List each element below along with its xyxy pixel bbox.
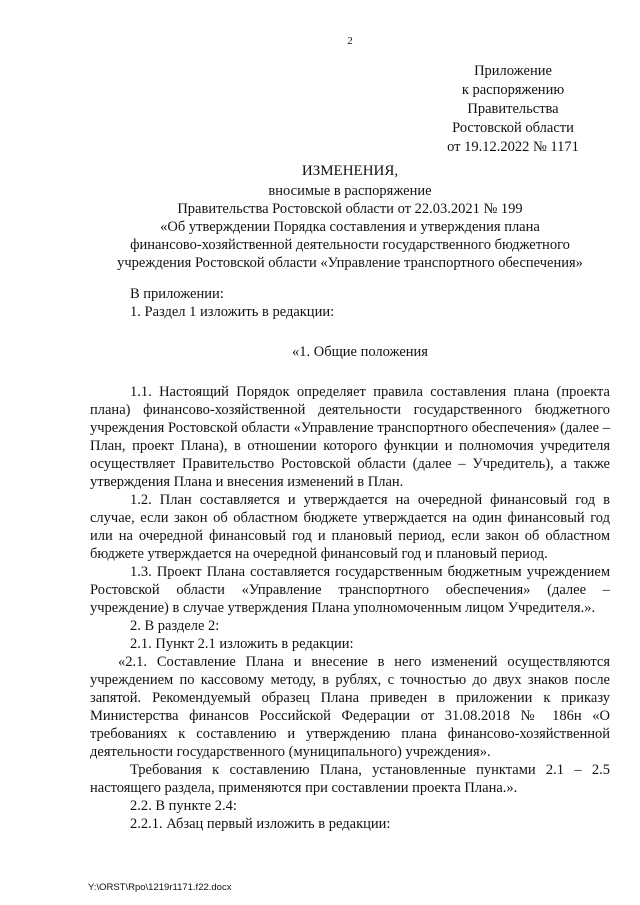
intro-paragraph: В приложении: — [130, 286, 224, 302]
item-1: 1. Раздел 1 изложить в редакции: — [130, 304, 335, 320]
paragraph-1-1: 1.1. Настоящий Порядок определяет правила составления плана (проекта плана) финансово-хозяйственной деятельности государственного бюджетного учреждения Ростовской области «Управление транспортного обеспечения» (далее – План, проект Плана), в отношении которого функции и полномочия учредителя осуществляет Правительство Ростовской области (далее – Учредитель), а также утверждения Плана и внесения изменений в План. — [90, 384, 610, 490]
appendix-line: Правительства — [467, 101, 559, 117]
paragraph-2-1: «2.1. Составление Плана и внесение в него изменений осуществляются учреждением по кассовому методу, в рублях, с точностью до двух знаков после запятой. Рекомендуемый образец Плана приведен в приложении к приказу Министерства финансов Российской Федерации от 31.08.2018 № 186н «О требованиях к составлению и утверждению плана финансово-хозяйственной деятельности государственного (муниципального) учреждения». — [90, 654, 610, 760]
item-2-2: 2.2. В пункте 2.4: — [130, 798, 237, 814]
paragraph-1-3: 1.3. Проект Плана составляется государственным бюджетным учреждением Ростовской области «Управление транспортного обеспечения» (далее – учреждение) в случае утверждения Плана уполномоченным лицом Учредителя.». — [90, 564, 610, 616]
appendix-line: Ростовской области — [452, 120, 574, 136]
heading-line: учреждения Ростовской области «Управление транспортного обеспечения» — [117, 255, 583, 271]
appendix-block — [428, 62, 598, 157]
item-2-1: 2.1. Пункт 2.1 изложить в редакции: — [130, 636, 354, 652]
heading-line: Правительства Ростовской области от 22.03.2021 № 199 — [177, 201, 523, 217]
item-2-2-1: 2.2.1. Абзац первый изложить в редакции: — [130, 816, 391, 832]
page-number: 2 — [347, 35, 353, 47]
heading-line: финансово-хозяйственной деятельности государственного бюджетного — [130, 237, 570, 253]
heading-line: «Об утверждении Порядка составления и утверждения плана — [160, 219, 540, 235]
document-heading — [90, 162, 610, 272]
appendix-line: от 19.12.2022 № 1171 — [447, 139, 579, 155]
appendix-line: Приложение — [474, 63, 552, 79]
document-body — [90, 285, 610, 833]
heading-line: вносимые в распоряжение — [268, 183, 432, 199]
requirements-paragraph: Требования к составлению Плана, установленные пунктами 2.1 – 2.5 настоящего раздела, применяются при составлении проекта Плана.». — [90, 762, 610, 796]
file-path-footer: Y:\ORST\Rpo\1219r1171.f22.docx — [88, 882, 232, 893]
heading-title: ИЗМЕНЕНИЯ, — [301, 163, 399, 179]
item-2: 2. В разделе 2: — [130, 618, 220, 634]
appendix-line: к распоряжению — [461, 82, 565, 98]
section-title: «1. Общие положения — [292, 344, 428, 360]
paragraph-1-2: 1.2. План составляется и утверждается на очередной финансовый год в случае, если закон об областном бюджете утверждается на один финансовый год или на очередной финансовый год и плановый период, если закон об областном бюджете утверждается на очередной финансовый год и плановый период. — [90, 492, 610, 562]
